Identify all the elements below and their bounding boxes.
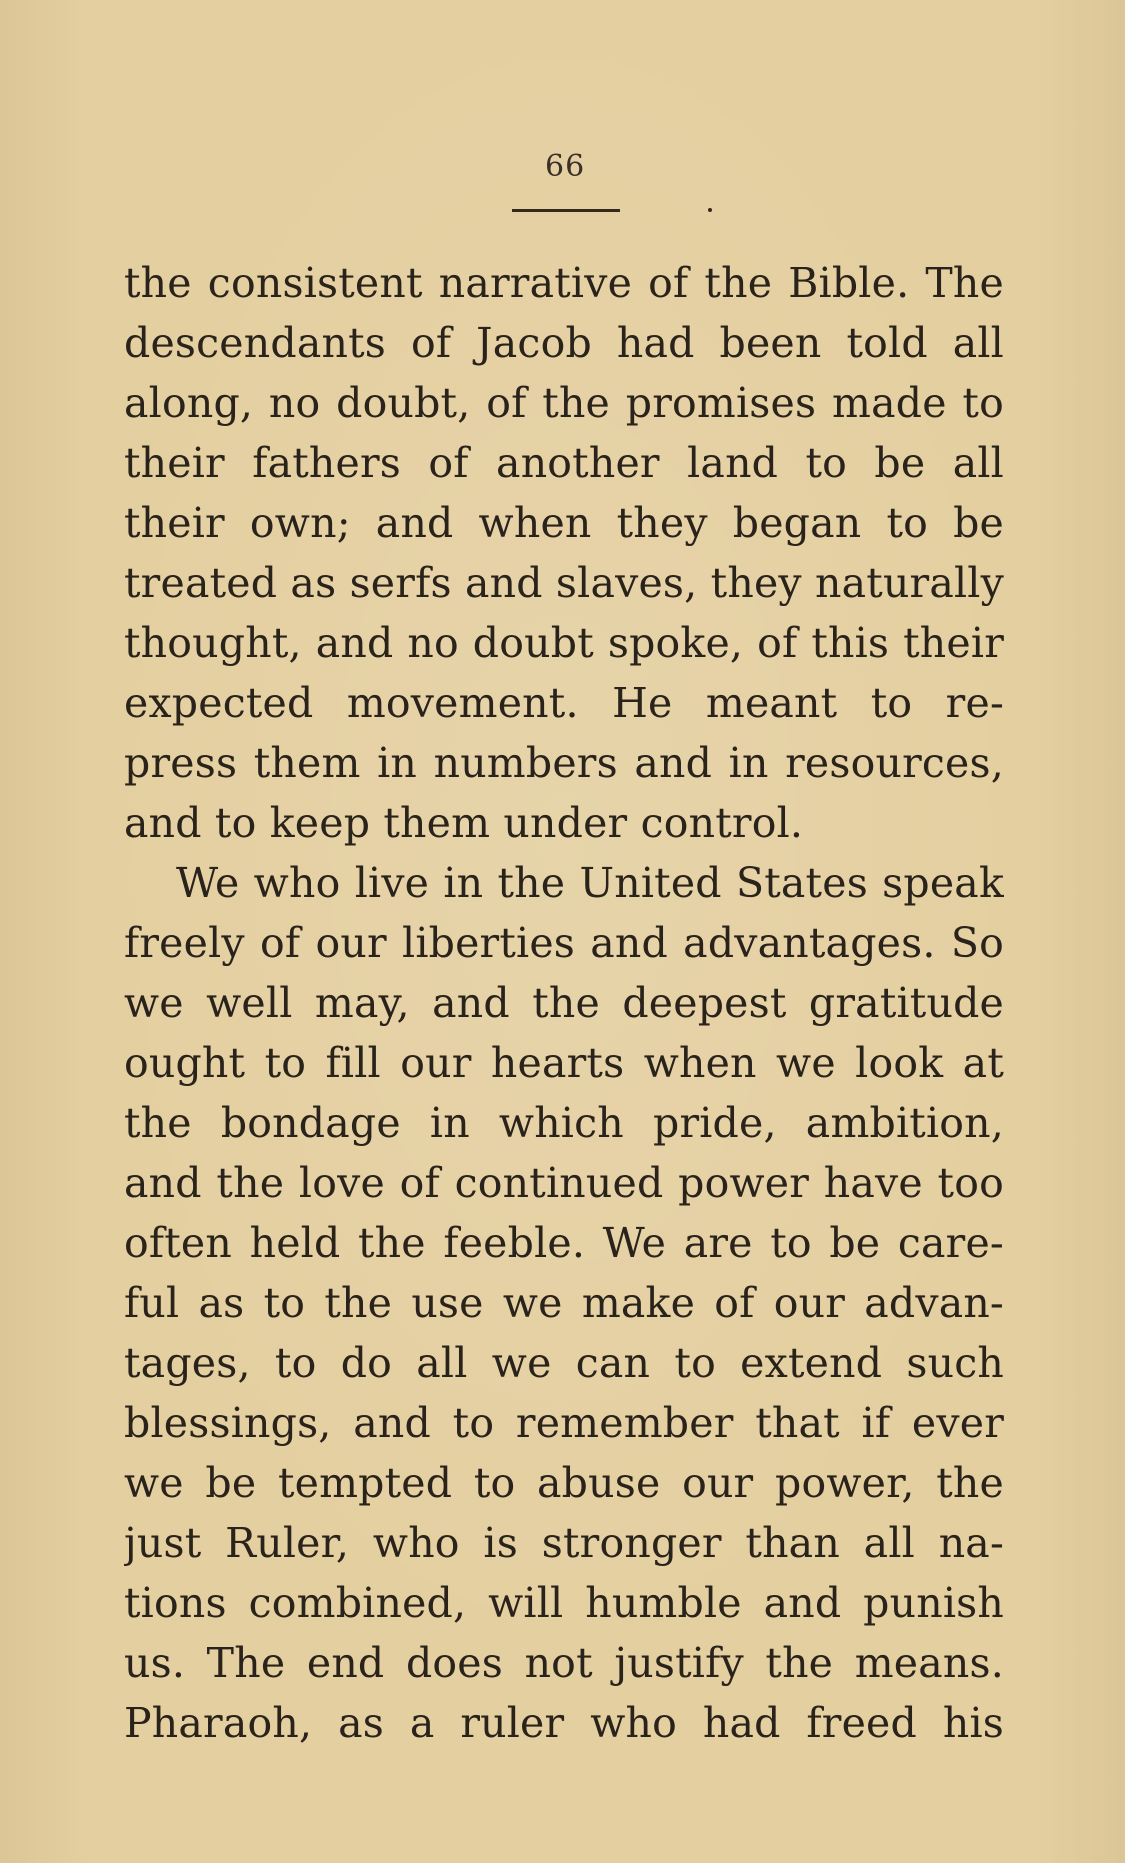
page-number: 66 (545, 149, 586, 184)
print-speck (708, 208, 712, 212)
text-line: often held the feeble. We are to be care- (124, 1219, 1004, 1267)
text-line: thought, and no doubt spoke, of this their (124, 619, 1004, 667)
text-line: we be tempted to abuse our power, the (124, 1459, 1004, 1507)
text-line: press them in numbers and in resources, (124, 739, 1004, 787)
text-line: just Ruler, who is stronger than all na- (124, 1519, 1004, 1567)
text-line: their fathers of another land to be all (124, 439, 1004, 487)
body-text (124, 253, 1004, 1753)
text-line: expected movement. He meant to re- (124, 679, 1004, 727)
text-line: We who live in the United States speak (176, 859, 1004, 907)
text-line: tages, to do all we can to extend such (124, 1339, 1004, 1387)
text-line: and to keep them under control. (124, 799, 804, 847)
text-line: tions combined, will humble and punish (124, 1579, 1004, 1627)
text-line: and the love of continued power have too (124, 1159, 1004, 1207)
text-line: the consistent narrative of the Bible. The (124, 259, 1004, 307)
text-line: ful as to the use we make of our advan- (124, 1279, 1004, 1327)
text-line: their own; and when they began to be (124, 499, 1004, 547)
text-line: us. The end does not justify the means. (124, 1639, 1004, 1687)
text-line: freely of our liberties and advantages. So (124, 919, 1004, 967)
text-line: the bondage in which pride, ambition, (124, 1099, 1004, 1147)
text-line: treated as serfs and slaves, they naturally (124, 559, 1004, 607)
page-number-rule (512, 209, 620, 212)
text-line: we well may, and the deepest gratitude (124, 979, 1004, 1027)
text-line: Pharaoh, as a ruler who had freed his (124, 1699, 1004, 1747)
text-line: descendants of Jacob had been told all (124, 319, 1004, 367)
text-line: ought to fill our hearts when we look at (124, 1039, 1004, 1087)
text-line: blessings, and to remember that if ever (124, 1399, 1004, 1447)
text-line: along, no doubt, of the promises made to (124, 379, 1004, 427)
